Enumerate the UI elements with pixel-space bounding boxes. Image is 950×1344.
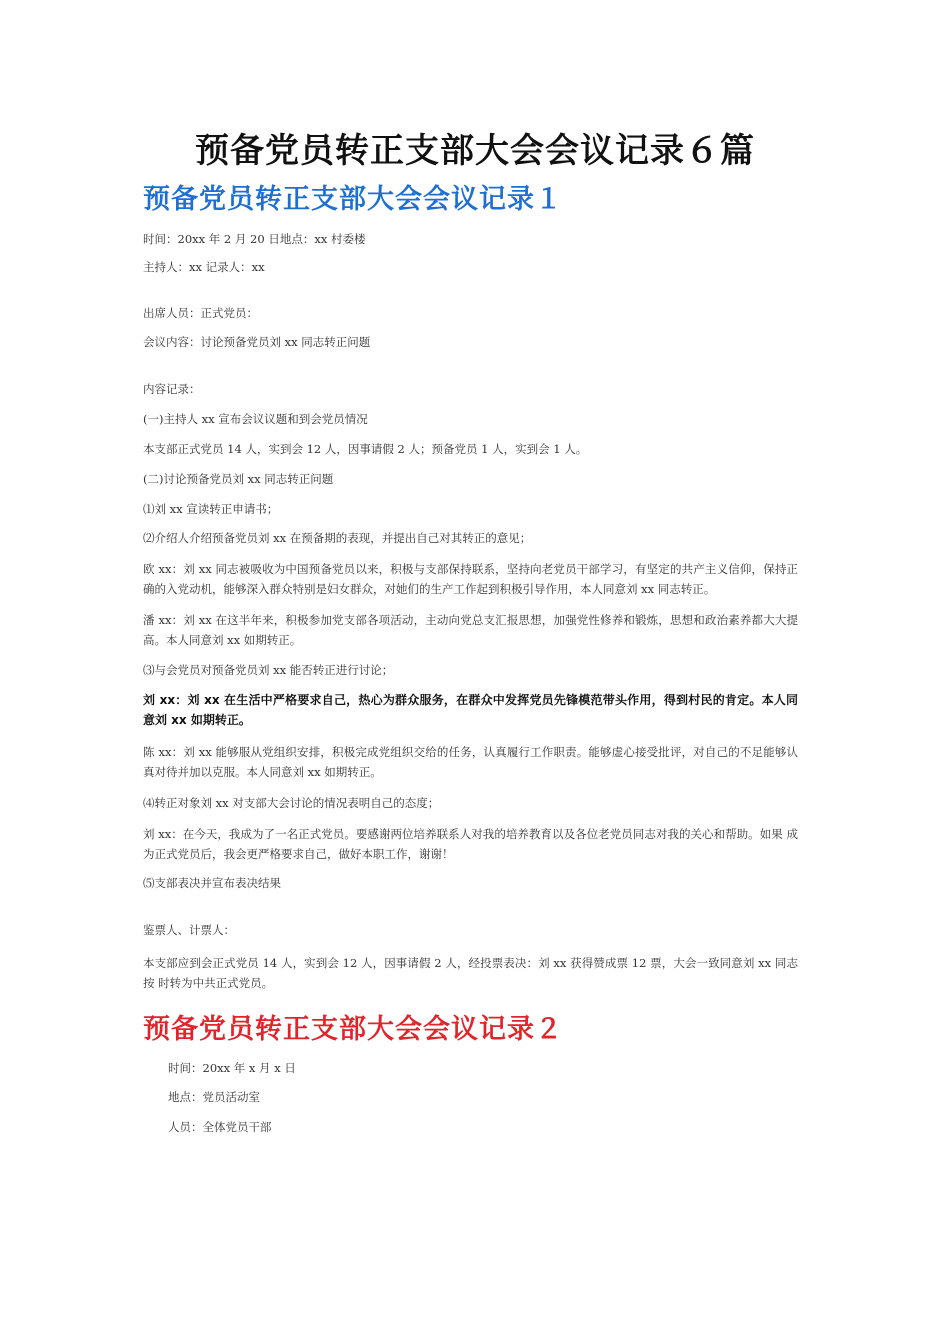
section2-title: 预备党员转正支部大会会议记录２ (143, 1014, 563, 1045)
section2-people-line: 人员：全体党员干部 (168, 1120, 272, 1134)
statement-pan: 潘 xx：刘 xx 在这半年来，积极参加党支部各项活动，主动向党总支汇报思想，加强党性修养和锻炼，思想和政治素养都大大提 高。本人同意刘 xx 如期转正。 (143, 613, 798, 647)
sub-item-2: ⑵介绍人介绍预备党员刘 xx 在预备期的表现，并提出自己对其转正的意见； (143, 531, 532, 545)
section1-title: 预备党员转正支部大会会议记录１ (143, 184, 563, 215)
agenda-item-1: (一)主持人 xx 宣布会议议题和到会党员情况 (143, 412, 368, 426)
document-title: 预备党员转正支部大会会议记录６篇 (195, 131, 755, 171)
attendees-line: 出席人员：正式党员： (143, 306, 258, 320)
sub-item-1: ⑴刘 xx 宣读转正申请书； (143, 502, 279, 516)
section2-time-line: 时间：20xx 年 x 月 x 日 (168, 1061, 296, 1075)
sub-item-4: ⑷转正对象刘 xx 对支部大会讨论的情况表明自己的态度； (143, 796, 440, 810)
attendance-line: 本支部正式党员 14 人，实到会 12 人，因事请假 2 人；预备党员 1 人，实到会 1 人。 (143, 442, 588, 456)
vote-result: 本支部应到会正式党员 14 人，实到会 12 人，因事请假 2 人，经投票表决：刘 xx 获得赞成票 12 票，大会一致同意刘 xx 同志按 时转为中共正式党员。 (143, 956, 798, 990)
agenda-item-2: (二)讨论预备党员刘 xx 同志转正问题 (143, 472, 334, 486)
time-place-line: 时间：20xx 年 2 月 20 日地点：xx 村委楼 (143, 232, 366, 246)
sub-item-3: ⑶与会党员对预备党员刘 xx 能否转正进行讨论； (143, 663, 394, 677)
section2-place-line: 地点：党员活动室 (168, 1090, 260, 1104)
statement-liu-speech: 刘 xx：在今天，我成为了一名正式党员。要感谢两位培养联系人对我的培养教育以及各位老党员同志对我的关心和帮助。如果 成为正式党员后，我会更严格要求自己，做好本职工作，谢谢！ (143, 827, 798, 861)
host-recorder-line: 主持人：xx 记录人：xx (143, 260, 265, 274)
content-record-label: 内容记录： (143, 382, 201, 396)
meeting-content-line: 会议内容：讨论预备党员刘 xx 同志转正问题 (143, 335, 371, 349)
statement-chen: 陈 xx：刘 xx 能够服从党组织安排，积极完成党组织交给的任务，认真履行工作职责。能够虚心接受批评，对自己的不足能够认 真对待并加以克服。本人同意刘 xx 如期转正。 (143, 745, 798, 779)
sub-item-5: ⑸支部表决并宣布表决结果 (143, 876, 281, 890)
statement-liu-bold: 刘 xx：刘 xx 在生活中严格要求自己，热心为群众服务，在群众中发挥党员先锋模范带头作用，得到村民的肯定。本人同意刘 xx 如期转正。 (143, 693, 798, 727)
tellers-line: 鉴票人、计票人： (143, 923, 235, 937)
statement-ou: 欧 xx：刘 xx 同志被吸收为中国预备党员以来，积极与支部保持联系，坚持向老党员干部学习，有坚定的共产主义信仰，保持正 确的入党动机，能够深入群众特别是妇女群众，对她们的生产工作起到积极引导作用，本人同意刘 xx 同志转正。 (143, 562, 798, 596)
